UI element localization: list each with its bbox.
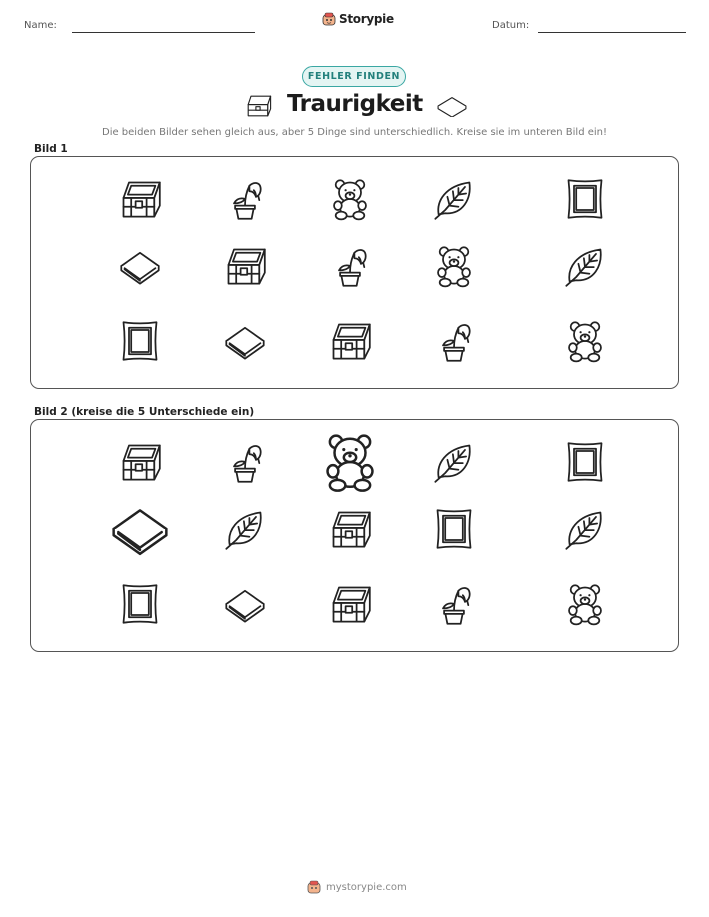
picture-2-book-icon[interactable]	[97, 493, 183, 565]
date-line[interactable]	[538, 32, 686, 33]
picture-2-leaf-icon[interactable]	[211, 497, 279, 561]
picture-1-book-icon	[106, 234, 174, 298]
picture-2-flower-icon[interactable]	[211, 430, 279, 494]
chest-icon	[244, 93, 272, 119]
picture-2-leaf-icon[interactable]	[551, 497, 619, 561]
picture-1-flower-icon	[211, 167, 279, 231]
picture-2-book-icon[interactable]	[211, 572, 279, 636]
category-badge: FEHLER FINDEN	[302, 66, 406, 87]
picture-1-frame-icon	[551, 167, 619, 231]
picture-2-chest-icon[interactable]	[316, 497, 384, 561]
storypie-mascot-icon	[322, 12, 336, 26]
name-label: Name:	[24, 20, 57, 31]
footer-url[interactable]: mystorypie.com	[326, 881, 407, 893]
page-title: Traurigkeit	[287, 91, 423, 117]
picture-2-leaf-icon[interactable]	[420, 430, 488, 494]
picture-2-flower-icon[interactable]	[420, 572, 488, 636]
picture-1-chest-icon	[211, 234, 279, 298]
picture-1-flower-icon	[420, 309, 488, 373]
picture-1-bear-icon	[551, 309, 619, 373]
picture-2-chest-icon[interactable]	[106, 430, 174, 494]
picture-1-panel	[30, 156, 679, 389]
brand-logo	[322, 12, 394, 26]
picture-1-leaf-icon	[551, 234, 619, 298]
picture-2-frame-icon[interactable]	[106, 572, 174, 636]
picture-1-chest-icon	[106, 167, 174, 231]
picture-2-frame-icon[interactable]	[551, 430, 619, 494]
picture-1-chest-icon	[316, 309, 384, 373]
picture-1-book-icon	[211, 309, 279, 373]
brand-name: Storypie	[339, 12, 394, 26]
picture-2-bear-icon[interactable]	[307, 426, 393, 498]
picture-2-frame-icon[interactable]	[420, 497, 488, 561]
picture-1-frame-icon	[106, 309, 174, 373]
picture-1-leaf-icon	[420, 167, 488, 231]
picture-2-title: Bild 2 (kreise die 5 Unterschiede ein)	[34, 406, 255, 418]
instructions-text: Die beiden Bilder sehen gleich aus, aber 5 Dinge sind unterschiedlich. Kreise sie im unteren Bild ein!	[102, 127, 607, 138]
picture-1-bear-icon	[316, 167, 384, 231]
date-label: Datum:	[492, 20, 530, 31]
book-icon	[436, 95, 468, 117]
storypie-mascot-icon	[307, 880, 321, 894]
name-line[interactable]	[72, 32, 255, 33]
picture-1-bear-icon	[420, 234, 488, 298]
picture-2-bear-icon[interactable]	[551, 572, 619, 636]
picture-2-panel[interactable]	[30, 419, 679, 652]
picture-2-chest-icon[interactable]	[316, 572, 384, 636]
picture-1-title: Bild 1	[34, 143, 68, 155]
picture-1-flower-icon	[316, 234, 384, 298]
footer	[307, 880, 407, 894]
